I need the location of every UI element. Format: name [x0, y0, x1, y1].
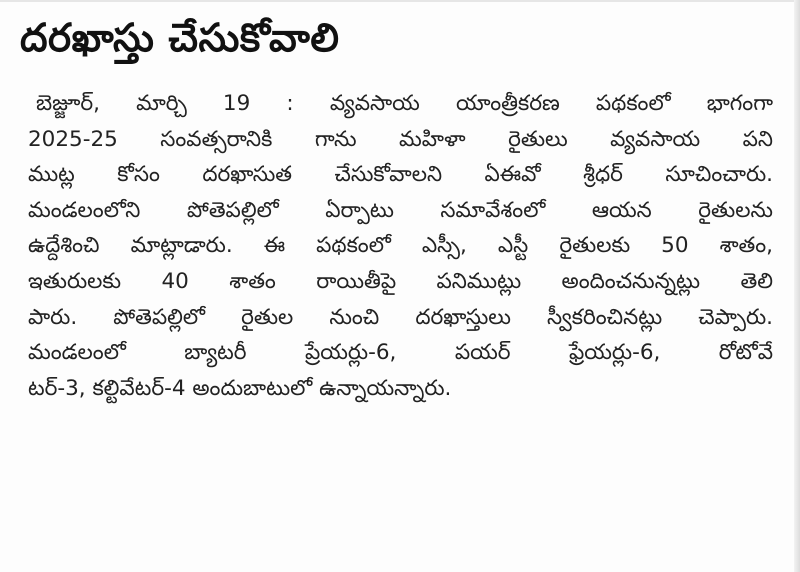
body-line: మండలంలోని పోతెపల్లిలో ఏర్పాటు సమావేశంలో ఆయన రైతులను [28, 197, 773, 223]
body-line: మండలంలో బ్యాటరీ ప్రేయర్లు-6, పయర్ ఫ్రేయర్లు-6, రోటోవే [28, 340, 773, 366]
body-line: ఉద్దేశించి మాట్లాడారు. ఈ పథకంలో ఎస్సీ, ఎస్టీ రైతులకు 50 శాతం, [28, 233, 773, 259]
article-body [28, 86, 773, 406]
body-line: బెజ్జూర్, మార్చి 19 : వ్యవసాయ యాంత్రీకరణ పథకంలో భాగంగా [36, 91, 773, 116]
body-line: ముట్ల కోసం దరఖాసుత చేసుకోవాలని ఏఈవో శ్రీధర్ సూచించారు. [28, 162, 773, 188]
body-line: ఇతురులకు 40 శాతం రాయితీపై పనిముట్లు అందించనున్నట్లు తెలి [28, 268, 773, 294]
body-line: 2025-25 సంవత్సరానికి గాను మహిళా రైతులు వ్యవసాయ పని [28, 126, 773, 152]
body-line: పారు. పోతెపల్లిలో రైతుల నుంచి దరఖాస్తులు స్వీకరించినట్లు చెప్పారు. [28, 304, 773, 330]
top-border [0, 0, 800, 2]
headline: దరఖాస్తు చేసుకోవాలి [20, 16, 340, 61]
body-line: టర్-3, కల్టివేటర్-4 అందుబాటులో ఉన్నాయన్నారు. [28, 375, 452, 401]
right-border [794, 0, 800, 572]
